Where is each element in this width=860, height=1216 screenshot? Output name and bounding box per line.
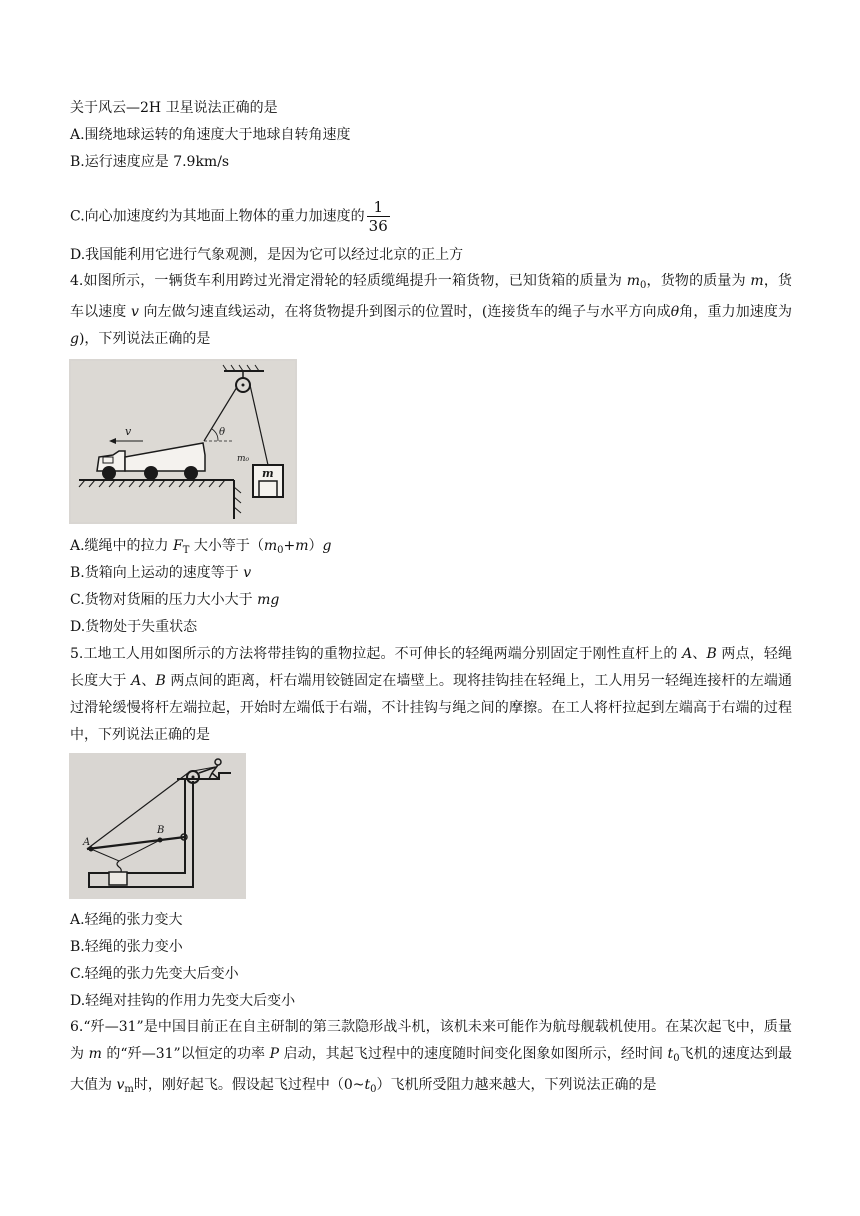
q5-stem: 5.工地工人用如图所示的方法将带挂钩的重物拉起。不可伸长的轻绳两端分别固定于刚性直杆上的 A、B 两点，轻绳长度大于 A、B 两点间的距离，杆右端用铰链固定在墙壁上。现将挂钩挂在轻绳上，工人用另一轻绳连接杆的左端通过滑轮缓慢将杆左端拉起，开始时左端低于右端，不计挂钩与绳之间的摩擦。在工人将杆拉起到左端高于右端的过程中，下列说法正确的是: [70, 646, 793, 743]
weight-box: [109, 872, 127, 885]
fraction-numerator: 1: [367, 198, 390, 217]
q3-option-c: [70, 198, 390, 235]
q3-option-d: D.我国能利用它进行气象观测，是因为它可以经过北京的正上方: [70, 247, 464, 263]
theta-label: θ: [219, 427, 226, 438]
q6-stem: 6.“歼—31”是中国目前正在自主研制的第三款隐形战斗机，该机未来可能作为航母舰载机使用。在某次起飞中，质量为 m 的“歼—31”以恒定的功率 P 启动，其起飞过程中的速度随时间变化图象如图所示，经时间 $t_0$飞机的速度达到最大值为 $v_m$时，刚好起飞。假设起飞过程中$(0\sim t_0)$飞机所受阻力越来越大，下列说法正确的是: [70, 1019, 793, 1095]
truck-pulley-figure: [69, 359, 297, 524]
q4-stem: 4.如图所示，一辆货车利用跨过光滑定滑轮的轻质缆绳提升一箱货物，已知货箱的质量为 $m_0$，货物的质量为 m，货车以速度 v 向左做匀速直线运动，在将货物提升到图示的位置时，(连接货车的绳子与水平方向成θ角，重力加速度为 g)，下列说法正确的是: [70, 273, 793, 347]
rod-pulley-figure: [69, 753, 246, 899]
q4-option-d: D.货物处于失重状态: [70, 619, 198, 635]
q5-option-d: D.轻绳对挂钩的作用力先变大后变小: [70, 993, 296, 1009]
q3-option-c-text: C.向心加速度约为其地面上物体的重力加速度的: [70, 208, 365, 225]
velocity-label: v: [125, 425, 132, 438]
q4-option-c: C.货物对货厢的压力大小大于 mg: [70, 592, 280, 608]
q3-option-a: A.围绕地球运转的角速度大于地球自转角速度: [70, 127, 351, 143]
point-a-label: A: [83, 837, 91, 848]
q5-option-c: C.轻绳的张力先变大后变小: [70, 966, 239, 982]
m0-label: m₀: [237, 454, 250, 464]
q3-option-b: B.运行速度应是 7.9km/s: [70, 154, 230, 170]
point-b-label: B: [157, 825, 165, 836]
q5-option-a: A.轻绳的张力变大: [70, 912, 183, 928]
m-label: m: [262, 467, 274, 480]
fraction: [367, 198, 390, 235]
q3-stem: 关于风云—2H 卫星说法正确的是: [70, 100, 278, 116]
q4-option-a: A.缆绳中的拉力 $F_T$ 大小等于$(m_0+m)g$: [70, 538, 332, 556]
fraction-denominator: 36: [368, 217, 388, 235]
q4-option-b: B.货箱向上运动的速度等于 v: [70, 565, 252, 581]
q5-option-b: B.轻绳的张力变小: [70, 939, 183, 955]
